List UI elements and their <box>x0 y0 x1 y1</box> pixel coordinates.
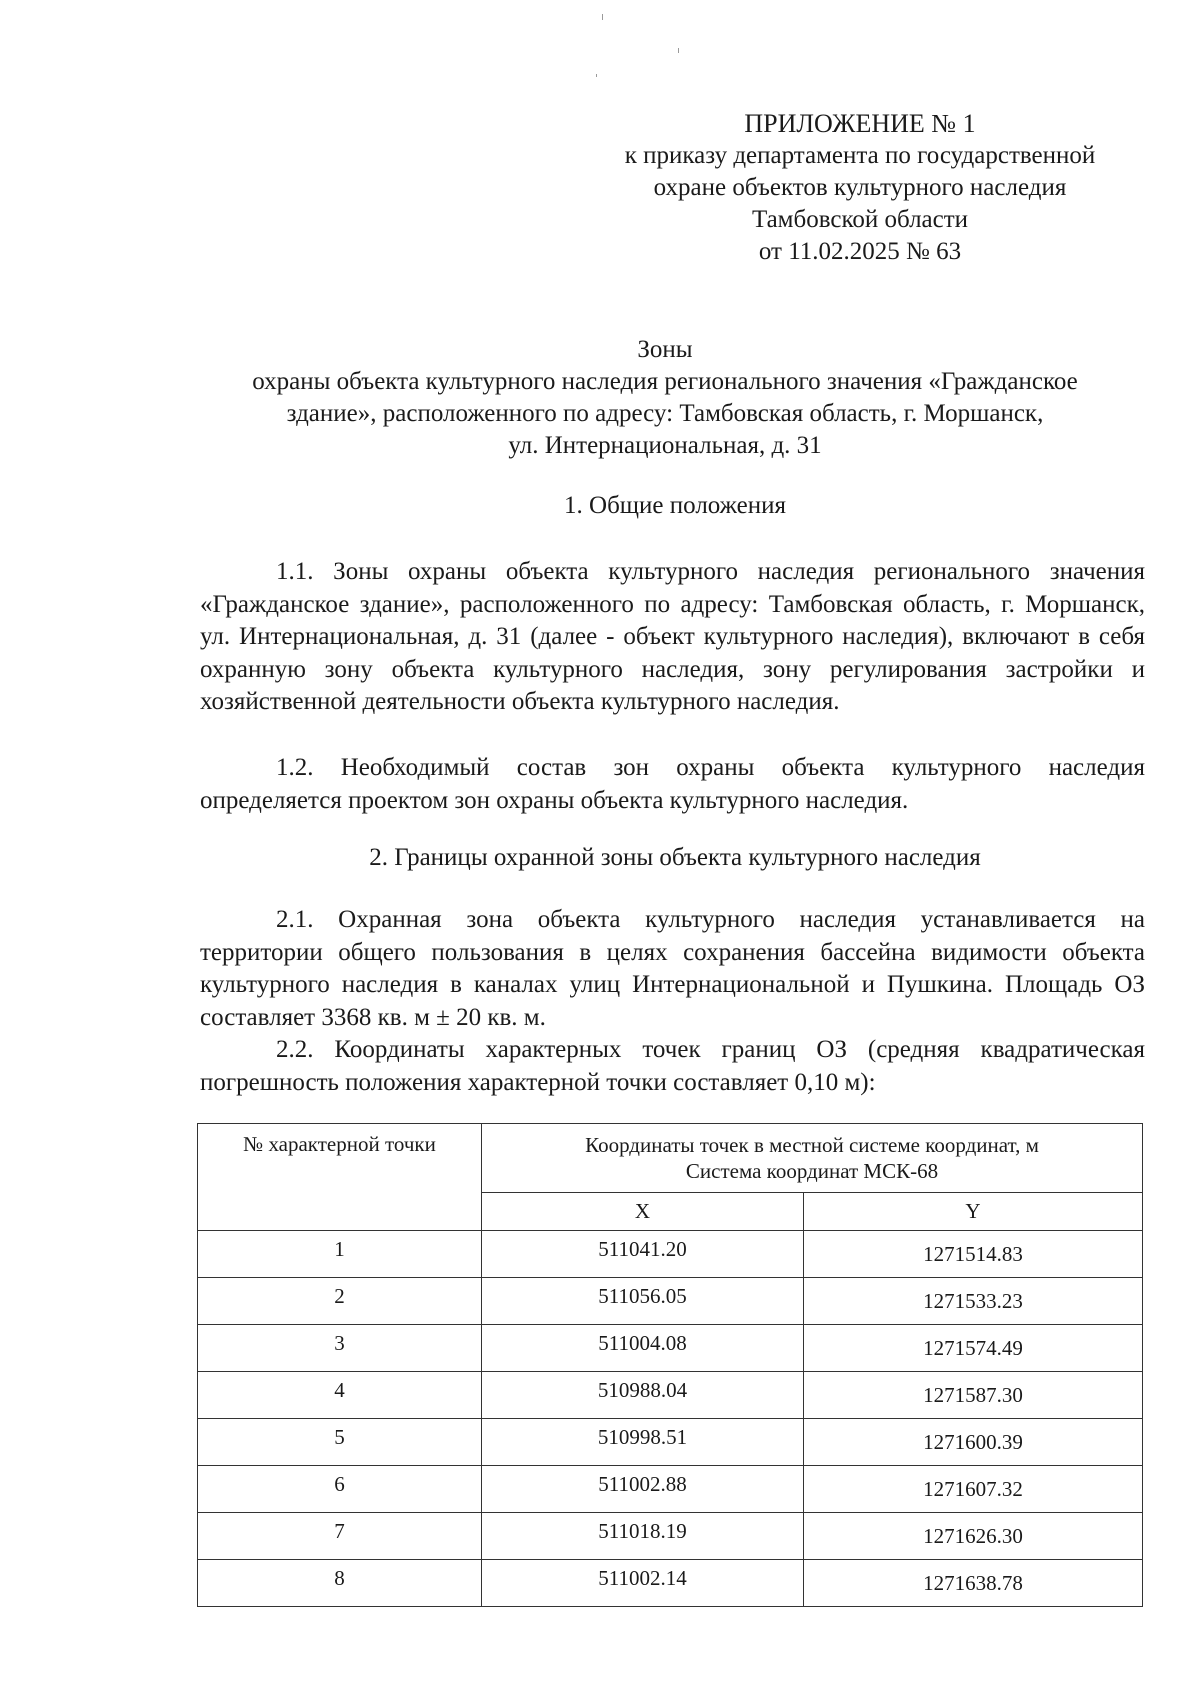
point-number-cell: 5 <box>198 1419 482 1466</box>
x-coordinate-cell: 511041.20 <box>482 1231 804 1278</box>
title-line: Зоны <box>637 336 693 363</box>
table-row <box>198 1278 1143 1325</box>
point-number-cell: 4 <box>198 1372 482 1419</box>
title-line: здание», расположенного по адресу: Тамбовская область, г. Моршанск, <box>286 400 1044 427</box>
paragraph-1-2: 1.2. Необходимый состав зон охраны объекта культурного наследия определяется проектом зон охраны объекта культурного наследия. <box>200 754 1145 814</box>
point-number-cell: 6 <box>198 1466 482 1513</box>
x-coordinate-cell: 511002.88 <box>482 1466 804 1513</box>
y-coordinate-cell: 1271626.30 <box>804 1513 1143 1560</box>
annex-line: охране объектов культурного наследия <box>653 174 1067 201</box>
column-header-point: № характерной точки <box>198 1124 482 1231</box>
title-line: охраны объекта культурного наследия регионального значения «Гражданское <box>252 368 1078 395</box>
point-number-cell: 3 <box>198 1325 482 1372</box>
point-number-cell: 7 <box>198 1513 482 1560</box>
table-row <box>198 1372 1143 1419</box>
y-coordinate-cell: 1271638.78 <box>804 1560 1143 1607</box>
x-coordinate-cell: 511004.08 <box>482 1325 804 1372</box>
section-heading-1: 1. Общие положения <box>564 492 786 519</box>
title-line: ул. Интернациональная, д. 31 <box>508 432 822 459</box>
y-coordinate-cell: 1271514.83 <box>804 1231 1143 1278</box>
coordinates-table-body <box>198 1231 1143 1607</box>
y-coordinate-cell: 1271587.30 <box>804 1372 1143 1419</box>
table-row <box>198 1231 1143 1278</box>
y-coordinate-cell: 1271533.23 <box>804 1278 1143 1325</box>
table-row <box>198 1325 1143 1372</box>
y-coordinate-cell: 1271607.32 <box>804 1466 1143 1513</box>
point-number-cell: 2 <box>198 1278 482 1325</box>
annex-title: ПРИЛОЖЕНИЕ № 1 <box>744 109 976 138</box>
coordinates-table <box>197 1123 1143 1607</box>
document-title <box>150 334 1180 462</box>
x-coordinate-cell: 511002.14 <box>482 1560 804 1607</box>
point-number-cell: 8 <box>198 1560 482 1607</box>
table-row <box>198 1466 1143 1513</box>
annex-date-line: от 11.02.2025 № 63 <box>758 238 962 265</box>
x-coordinate-cell: 510988.04 <box>482 1372 804 1419</box>
column-header-coordinates <box>482 1124 1143 1193</box>
paragraph-2-1: 2.1. Охранная зона объекта культурного наследия устанавливается на территории общего пользования в целях сохранения бассейна видимости объекта культурного наследия в каналах улиц Интернациональной и Пушкина. Площадь ОЗ составляет 3368 кв. м ± 20 кв. м. <box>200 906 1145 1031</box>
table-row <box>198 1513 1143 1560</box>
table-row <box>198 1419 1143 1466</box>
column-header-x: X <box>482 1192 804 1230</box>
coordinates-header-line: Координаты точек в местной системе координат, м <box>585 1132 1039 1157</box>
column-header-y: Y <box>804 1192 1143 1230</box>
annex-line: к приказу департамента по государственной <box>624 142 1096 169</box>
point-number-cell: 1 <box>198 1231 482 1278</box>
x-coordinate-cell: 511056.05 <box>482 1278 804 1325</box>
x-coordinate-cell: 510998.51 <box>482 1419 804 1466</box>
y-coordinate-cell: 1271574.49 <box>804 1325 1143 1372</box>
section-heading-2: 2. Границы охранной зоны объекта культурного наследия <box>369 844 981 871</box>
coordinates-system-line: Система координат МСК-68 <box>685 1158 939 1183</box>
y-coordinate-cell: 1271600.39 <box>804 1419 1143 1466</box>
paragraph-1-1: 1.1. Зоны охраны объекта культурного наследия регионального значения «Гражданское здание», расположенного по адресу: Тамбовская область, г. Моршанск, ул. Интернациональная, д. 31 (далее - объект культурного наследия), включают в себя охранную зону объекта культурного наследия, зону регулирования застройки и хозяйственной деятельности объекта культурного наследия. <box>200 558 1145 715</box>
annex-line: Тамбовской области <box>751 206 969 233</box>
table-row <box>198 1560 1143 1607</box>
x-coordinate-cell: 511018.19 <box>482 1513 804 1560</box>
annex-header <box>560 108 1160 268</box>
paragraph-2-2: 2.2. Координаты характерных точек границ ОЗ (средняя квадратическая погрешность положения характерной точки составляет 0,10 м): <box>200 1036 1145 1096</box>
